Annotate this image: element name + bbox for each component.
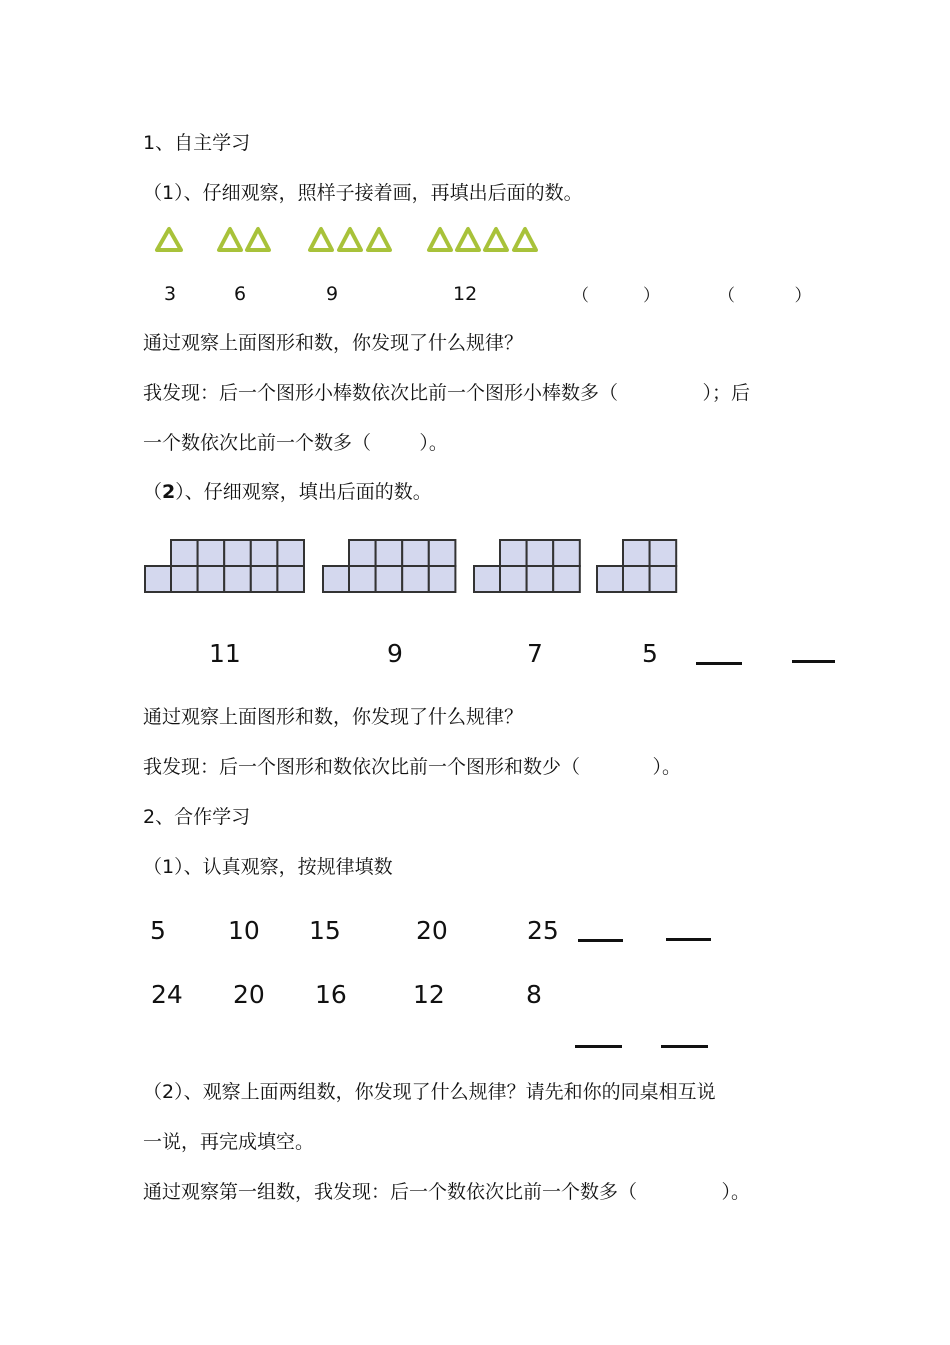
sequence-number: 9 <box>326 283 339 305</box>
block-number: 11 <box>209 639 241 668</box>
question-1-2-label <box>143 480 432 504</box>
answer-blank[interactable] <box>575 1045 622 1048</box>
block-figure-2 <box>322 538 462 596</box>
row1-number: 5 <box>150 916 166 945</box>
answer-blank[interactable] <box>661 1045 708 1048</box>
question-1-1-number: （1） <box>143 182 184 204</box>
triangle <box>310 229 332 250</box>
triangle-group-3 <box>310 229 390 250</box>
triangle <box>368 229 390 250</box>
triangle <box>219 229 241 250</box>
answer-blank[interactable] <box>578 939 623 942</box>
question-1-2-finding: 我发现：后一个图形和数依次比前一个图形和数少（ ）。 <box>143 756 681 778</box>
triangle-group-4 <box>429 229 536 250</box>
question-2-2-label-line-1: （2）、观察上面两组数，你发现了什么规律？请先和你的同桌相互说 <box>143 1081 716 1103</box>
row1-number: 20 <box>416 916 448 945</box>
answer-blank[interactable] <box>792 660 835 663</box>
triangle <box>485 229 507 250</box>
row2-number: 12 <box>413 980 445 1009</box>
answer-blank[interactable] <box>666 938 711 941</box>
section-2-title: 2、合作学习 <box>143 806 251 828</box>
triangle <box>514 229 536 250</box>
question-1-1-finding-line-1: 我发现：后一个图形小棒数依次比前一个图形小棒数多（ ）；后 <box>143 382 751 404</box>
section-1-title: 1、自主学习 <box>143 132 251 154</box>
question-1-2-number: 2 <box>162 481 176 503</box>
sequence-number: 6 <box>234 283 247 305</box>
question-1-1-prompt: 通过观察上面图形和数，你发现了什么规律？ <box>143 332 524 354</box>
sequence-number: 12 <box>453 283 478 305</box>
block-number: 5 <box>642 639 658 668</box>
question-2-1-label: （1）、认真观察，按规律填数 <box>143 856 393 878</box>
row1-number: 10 <box>228 916 260 945</box>
answer-blank[interactable] <box>696 662 742 665</box>
row1-number: 15 <box>309 916 341 945</box>
question-1-2-open: （ <box>143 481 163 503</box>
row1-number: 25 <box>527 916 559 945</box>
block-figure-3 <box>473 538 585 596</box>
triangle <box>247 229 269 250</box>
row2-number: 24 <box>151 980 183 1009</box>
block-figure-4 <box>596 538 682 596</box>
triangle-group-2 <box>219 229 269 250</box>
question-1-2-text: ）、仔细观察，填出后面的数。 <box>175 481 432 503</box>
row2-number: 20 <box>233 980 265 1009</box>
triangle <box>429 229 451 250</box>
block-number: 7 <box>527 639 543 668</box>
question-1-1-text: 、仔细观察，照样子接着画，再填出后面的数。 <box>183 182 583 204</box>
question-1-1-label <box>143 181 583 205</box>
triangle <box>339 229 361 250</box>
triangle <box>457 229 479 250</box>
answer-blank[interactable]: （ ） <box>572 286 661 306</box>
question-1-1-finding-line-2: 一个数依次比前一个数多（ ）。 <box>143 432 448 454</box>
triangle <box>157 229 181 250</box>
row2-number: 8 <box>526 980 542 1009</box>
sequence-number: 3 <box>164 283 177 305</box>
triangle-pattern <box>150 225 550 255</box>
answer-blank[interactable]: （ ） <box>718 286 812 306</box>
block-figure-1 <box>144 538 309 596</box>
block-number: 9 <box>387 639 403 668</box>
row2-number: 16 <box>315 980 347 1009</box>
question-1-2-prompt: 通过观察上面图形和数，你发现了什么规律？ <box>143 706 524 728</box>
question-2-2-finding: 通过观察第一组数，我发现：后一个数依次比前一个数多（ ）。 <box>143 1181 751 1203</box>
triangle-group-1 <box>157 229 181 250</box>
question-2-2-label-line-2: 一说，再完成填空。 <box>143 1131 315 1153</box>
